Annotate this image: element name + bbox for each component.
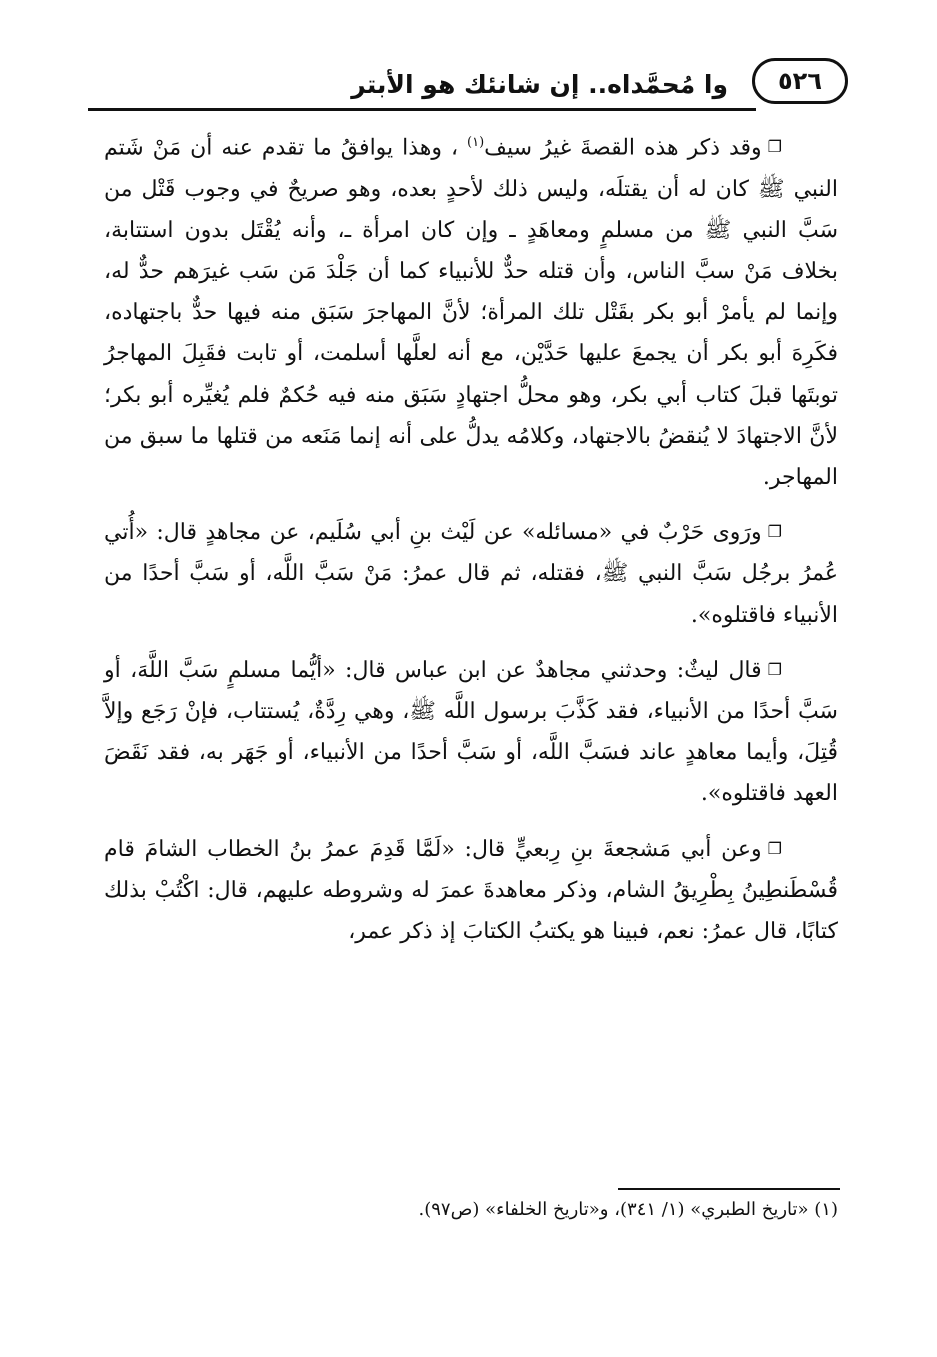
paragraph-4 (104, 828, 838, 953)
paragraph-2 (104, 511, 838, 636)
running-title: وا مُحمَّداه.. إن شانئك هو الأبتر (351, 70, 728, 99)
paragraph-1 (104, 122, 838, 498)
header-rule (88, 108, 756, 111)
footnote-reference[interactable]: (١) (467, 135, 485, 150)
paragraph-3-text: قال ليثٌ: وحدثني مجاهدٌ عن ابن عباس قال: «أيُّما مسلمٍ سَبَّ اللَّهَ، أو سَبَّ أحدًا من الأنبياء، فقد كَذَّبَ برسول اللَّه ﷺ، وهي رِدَّةٌ، يُستتاب، فإنْ رَجَع وإلاَّ قُتِلَ، وأيما معاهدٍ عاند فسَبَّ اللَّه، أو سَبَّ أحدًا من الأنبياء، أو جَهَر به، فقد نَقَضَ العهد فاقتلوه». (104, 657, 838, 807)
paragraph-marker-icon: ❐ (767, 137, 783, 157)
paragraph-3 (104, 649, 838, 815)
paragraph-1-text-b: ، وهذا يوافقُ ما تقدم عنه أن مَنْ شَتم النبي ﷺ كان له أن يقتلَه، وليس ذلك لأحدٍ بعده، وهو صريحٌ في وجوب قَتْل من سَبَّ النبي ﷺ من مسلمٍ ومعاهَدٍ ـ وإن كان امرأة ـ، وأنه يُقْتَل بدون استتابة، بخلاف مَنْ سبَّ الناس، وأن قتله حدٌّ للأنبياء كما أن جَلْدَ مَن سَب غيرَهم حدٌّ له، وإنما لم يأمرْ أبو بكر بقَتْل تلك المرأة؛ لأنَّ المهاجرَ سَبَق منه فيها حدٌّ باجتهاده، فكَرِهَ أبو بكر أن يجمعَ عليها حَدَّيْن، مع أنه لعلَّها أسلمت، أو تابت فقَبِلَ المهاجرُ توبتَها قبلَ كتاب أبي بكر، وهو محلُّ اجتهادٍ سَبَق منه فيه حُكمٌ فلم يُغيِّره أبو بكر؛ لأنَّ الاجتهادَ لا يُنقضُ بالاجتهاد، وكلامُه يدلُّ على أنه إنما مَنَعه من قتلها ما سبق من المهاجر. (104, 135, 838, 490)
page-number: ٥٢٦ (752, 58, 848, 104)
paragraph-2-text: ورَوى حَرْبٌ في «مسائله» عن لَيْث بنِ أبي سُلَيم، عن مجاهدٍ قال: «أُتي عُمرُ برجُل سَبَّ النبي ﷺ، فقتله، ثم قال عمرُ: مَنْ سَبَّ اللَّه، أو سَبَّ أحدًا من الأنبياء فاقتلوه». (104, 520, 838, 628)
paragraph-marker-icon: ❐ (767, 522, 782, 542)
paragraph-1-text-a: وقد ذكر هذه القصةَ غيرُ سيف (484, 135, 762, 161)
paragraph-4-text: وعن أبي مَشجعةَ بنِ رِبعيٍّ قال: «لَمَّا قَدِمَ عمرُ بنُ الخطاب الشامَ قام قُسْطَنطِينُ بِطْرِيقُ الشام، وذكر معاهدةَ عمرَ له وشروطه عليهم، قال: اكْتُبْ بذلك كتابًا، قال عمرُ: نعم، فبينا هو يكتبُ الكتابَ إذ ذكر عمر، (104, 836, 838, 944)
footnote-separator (618, 1188, 840, 1190)
paragraph-marker-icon: ❐ (767, 838, 782, 858)
running-header (88, 58, 848, 112)
paragraph-marker-icon: ❐ (767, 659, 782, 679)
main-text (104, 122, 838, 952)
footnote: (١) «تاريخ الطبري» (١/ ٣٤١)، و«تاريخ الخلفاء» (ص٩٧). (418, 1199, 838, 1220)
